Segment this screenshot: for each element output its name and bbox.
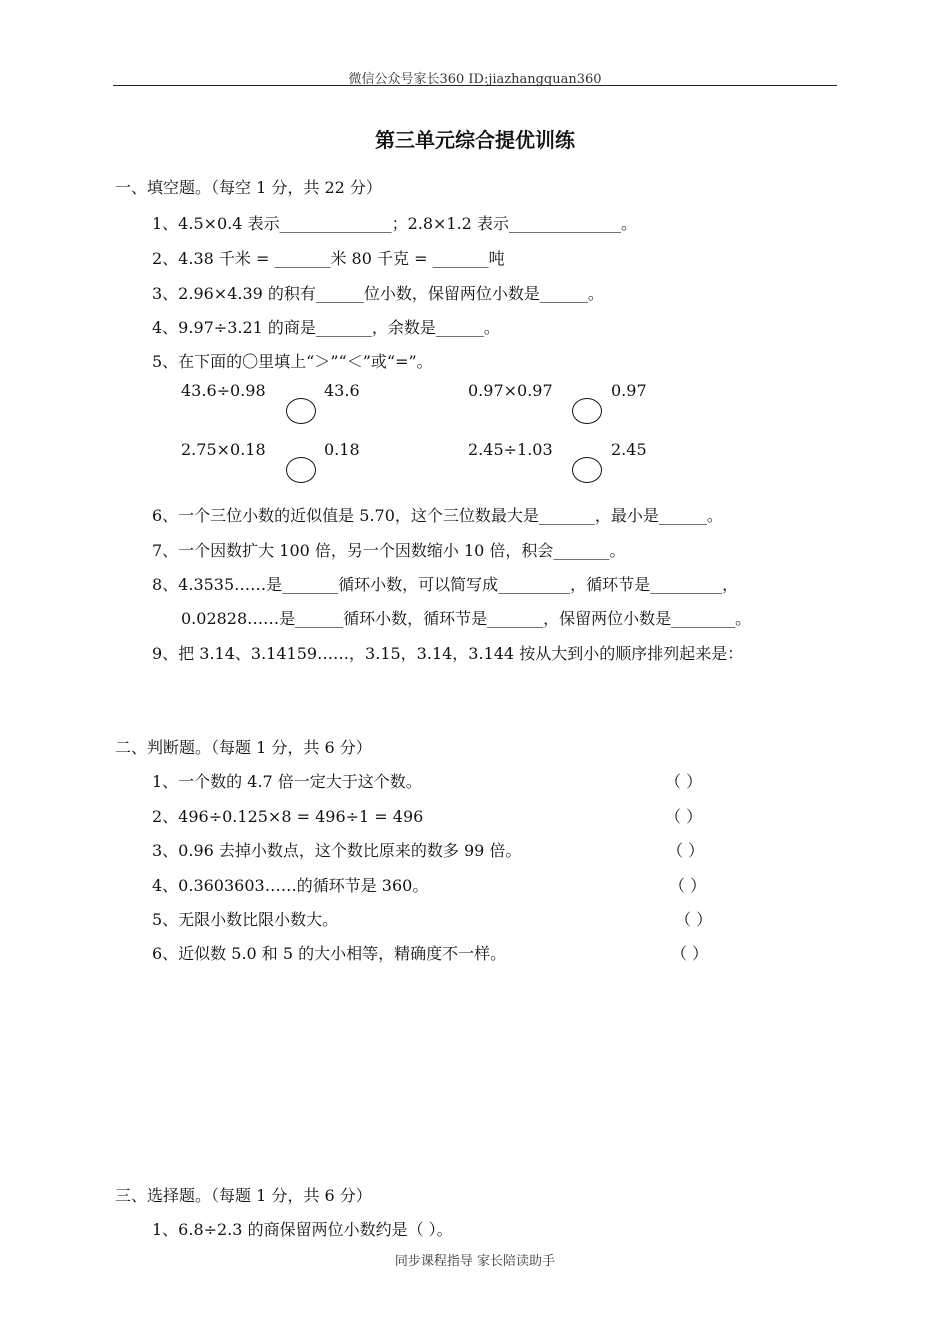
page-title: 第三单元综合提优训练 <box>375 128 575 152</box>
compare-2-circle[interactable] <box>572 398 602 424</box>
compare-2-left: 0.97×0.97 <box>468 381 553 400</box>
compare-4-circle[interactable] <box>572 457 602 483</box>
judge-item-6: 6、近似数 5.0 和 5 的大小相等，精确度不一样。 <box>152 944 507 963</box>
judge-item-3: 3、0.96 去掉小数点，这个数比原来的数多 99 倍。 <box>152 841 522 860</box>
page-header: 微信公众号家长360 ID:jiazhangquan360 <box>348 72 602 87</box>
page-footer: 同步课程指导 家长陪读助手 <box>394 1254 556 1269</box>
fill-item-3: 3、2.96×4.39 的积有______位小数，保留两位小数是______。 <box>152 284 604 303</box>
fill-item-9: 9、把 3.14、3.14159……，3.15，3.14，3.144 按从大到小的顺序排列起来是： <box>152 644 744 663</box>
choice-item-1: 1、6.8÷2.3 的商保留两位小数约是（ ）。 <box>152 1220 453 1239</box>
compare-2-right: 0.97 <box>611 381 647 400</box>
fill-item-2: 2、4.38 千米 = _______米 80 千克 = _______吨 <box>152 249 505 268</box>
compare-3-right: 0.18 <box>324 440 360 459</box>
fill-item-5: 5、在下面的〇里填上“＞”“＜”或“=”。 <box>152 352 433 371</box>
fill-item-1: 1、4.5×0.4 表示______________；2.8×1.2 表示______________。 <box>152 214 637 233</box>
fill-item-7: 7、一个因数扩大 100 倍，另一个因数缩小 10 倍，积会_______。 <box>152 541 626 560</box>
judge-paren-5[interactable]: （ ） <box>675 910 713 929</box>
header-divider <box>113 85 837 86</box>
section-1-heading: 一、填空题。（每空 1 分，共 22 分） <box>115 178 382 197</box>
section-3-heading: 三、选择题。（每题 1 分，共 6 分） <box>115 1186 372 1205</box>
compare-4-left: 2.45÷1.03 <box>468 440 553 459</box>
compare-4-right: 2.45 <box>611 440 647 459</box>
judge-item-5: 5、无限小数比限小数大。 <box>152 910 339 929</box>
compare-1-circle[interactable] <box>286 398 316 424</box>
compare-1-left: 43.6÷0.98 <box>181 381 266 400</box>
fill-item-8: 8、4.3535……是_______循环小数，可以简写成_________，循环节是_________， <box>152 575 739 594</box>
judge-paren-1[interactable]: （ ） <box>665 772 703 791</box>
judge-paren-6[interactable]: （ ） <box>671 944 709 963</box>
judge-item-2: 2、496÷0.125×8 = 496÷1 = 496 <box>152 807 424 826</box>
judge-paren-2[interactable]: （ ） <box>665 807 703 826</box>
compare-1-right: 43.6 <box>324 381 360 400</box>
judge-item-1: 1、一个数的 4.7 倍一定大于这个数。 <box>152 772 422 791</box>
compare-3-circle[interactable] <box>286 457 316 483</box>
judge-item-4: 4、0.3603603……的循环节是 360。 <box>152 876 429 895</box>
compare-3-left: 2.75×0.18 <box>181 440 266 459</box>
judge-paren-4[interactable]: （ ） <box>669 876 707 895</box>
section-2-heading: 二、判断题。（每题 1 分，共 6 分） <box>115 738 372 757</box>
fill-item-6: 6、一个三位小数的近似值是 5.70，这个三位数最大是_______，最小是______。 <box>152 506 723 525</box>
judge-paren-3[interactable]: （ ） <box>667 841 705 860</box>
fill-item-8-cont: 0.02828……是______循环小数，循环节是_______，保留两位小数是________。 <box>181 609 752 628</box>
fill-item-4: 4、9.97÷3.21 的商是_______，余数是______。 <box>152 318 500 337</box>
